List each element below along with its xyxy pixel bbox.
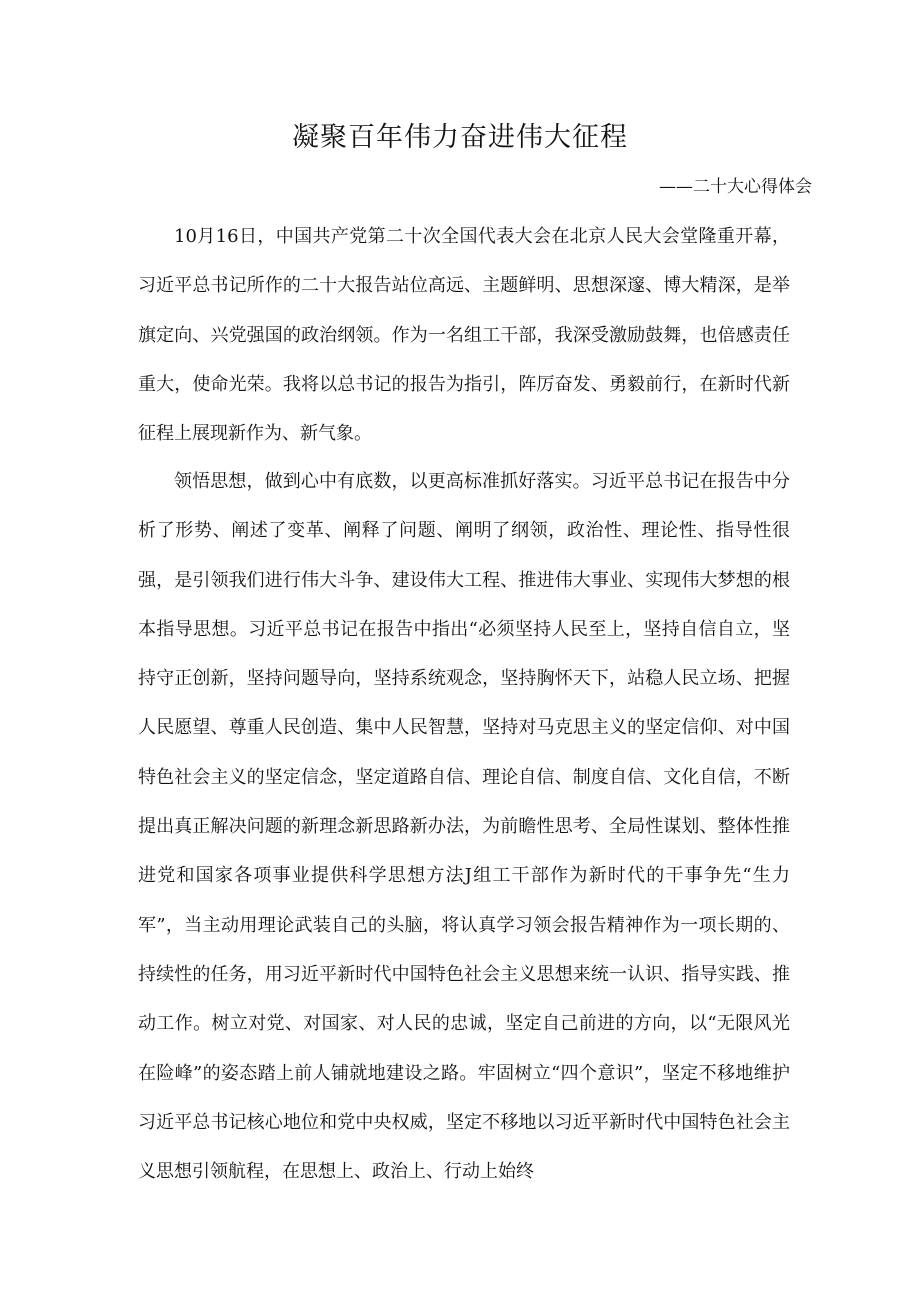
page-subtitle: ——二十大心得体会	[659, 177, 812, 197]
paragraph-2: 领悟思想，做到心中有底数，以更高标准抓好落实。习近平总书记在报告中分析了形势、阐述了变革、阐释了问题、阐明了纲领，政治性、理论性、指导性很强，是引领我们进行伟大斗争、建设伟大工程、推进伟大事业、实现伟大梦想的根本指导思想。习近平总书记在报告中指出“必须坚持人民至上，坚持自信自立，坚持守正创新，坚持问题导向，坚持系统观念，坚持胸怀天下，站稳人民立场、把握人民愿望、尊重人民创造、集中人民智慧，坚持对马克思主义的坚定信仰、对中国特色社会主义的坚定信念，坚定道路自信、理论自信、制度自信、文化自信，不断提出真正解决问题的新理念新思路新办法，为前瞻性思考、全局性谋划、整体性推进党和国家各项事业提供科学思想方法J组工干部作为新时代的干事争先“生力军”，当主动用理论武装自己的头脑，将认真学习领会报告精神作为一项长期的、持续性的任务，用习近平新时代中国特色社会主义思想来统一认识、指导实践、推动工作。树立对党、对国家、对人民的忠诚，坚定自己前进的方向，以“无限风光在险峰”的姿态踏上前人铺就地建设之路。牢固树立“四个意识”，坚定不移地维护习近平总书记核心地位和党中央权威，坚定不移地以习近平新时代中国特色社会主义思想引领航程，在思想上、政治上、行动上始终	[138, 471, 790, 1183]
page-title: 凝聚百年伟力奋进伟大征程	[292, 122, 628, 153]
paragraph-1: 10月16日，中国共产党第二十次全国代表大会在北京人民大会堂隆重开幕，习近平总书记所作的二十大报告站位高远、主题鲜明、思想深邃、博大精深，是举旗定向、兴党强国的政治纲领。作为一名组工干部，我深受激励鼓舞，也倍感责任重大，使命光荣。我将以总书记的报告为指引，阵厉奋发、勇毅前行，在新时代新征程上展现新作为、新气象。	[138, 226, 790, 445]
